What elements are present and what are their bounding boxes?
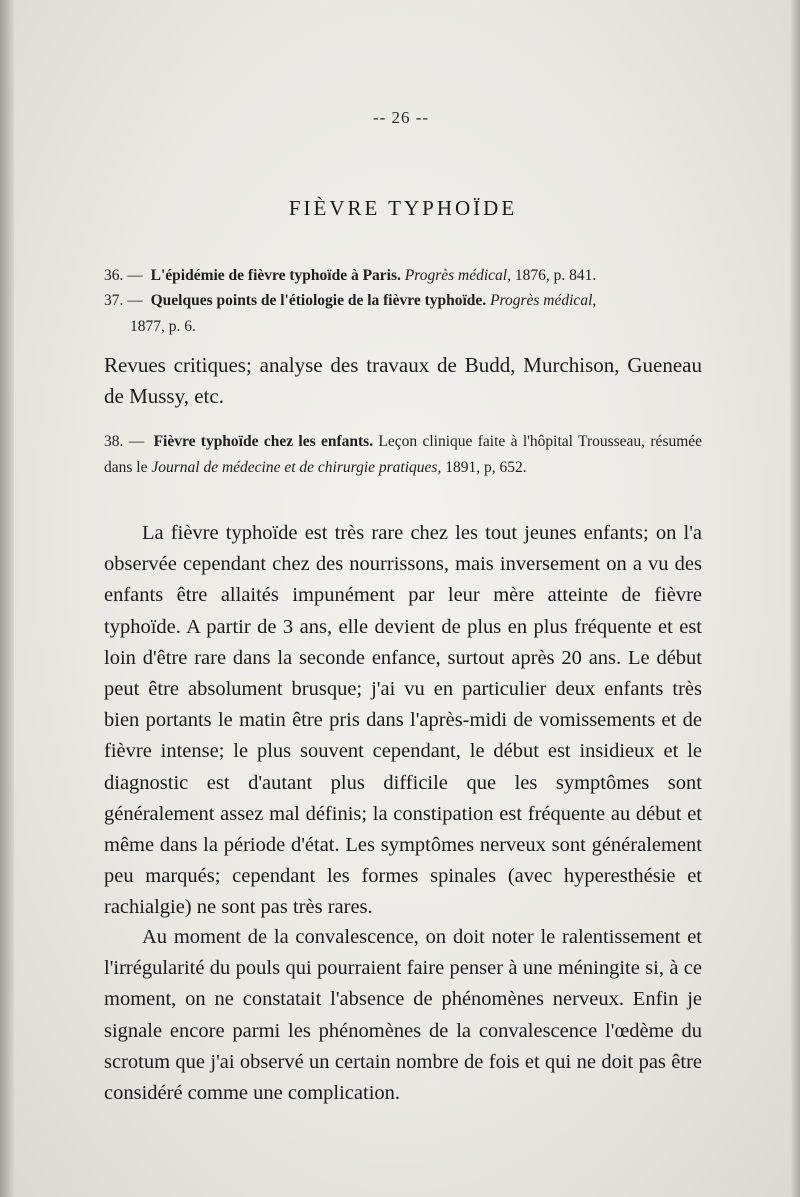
page-number: -- 26 -- <box>372 108 430 127</box>
reference-37 <box>104 288 702 340</box>
reference-source: Journal de médecine et de chirurgie pratiques, <box>151 459 442 476</box>
reference-tail: 1877, p. 6. <box>130 318 196 335</box>
page-edge-left <box>0 0 14 1197</box>
reference-title: L'épidémie de fièvre typhoïde à Paris. <box>150 267 401 284</box>
reference-37-note: Revues critiques; analyse des travaux de Budd, Murchison, Gueneau de Mussy, etc. <box>104 353 702 408</box>
reference-tail: 1876, p. 841. <box>514 267 597 284</box>
reference-number: 36. — <box>104 267 143 284</box>
reference-36 <box>104 263 702 289</box>
reference-source: Progrès médical, <box>404 267 511 284</box>
body-paragraph-1: La fièvre typhoïde est très rare chez les tout jeunes enfants; on l'a observée cependant chez des nourrissons, mais inversement on a vu des enfants être allaités impunément par leur mère atteinte de fièvre typhoïde. A partir de 3 ans, elle devient de plus en plus fréquente et est loin d'être rare dans la seconde enfance, surtout après 20 ans. Le début peut être absolument brusque; j'ai vu en particulier deux enfants très bien portants le matin être pris dans l'après-midi de vomissements et de fièvre intense; le plus souvent cependant, le début est insidieux et le diagnostic est d'autant plus difficile que les symptômes sont généralement assez mal définis; la constipation est fréquente au début et même dans la période d'état. Les symptômes nerveux sont généralement peu marqués; cependant les formes spinales (avec hyperesthésie et rachialgie) ne sont pas très rares. <box>104 522 702 919</box>
reference-source: Progrès médical, <box>490 292 597 309</box>
reference-title: Fièvre typhoïde chez les enfants. <box>153 433 374 450</box>
reference-title: Quelques points de l'étiologie de la fièvre typhoïde. <box>150 292 487 309</box>
reference-38 <box>104 429 702 481</box>
reference-tail: 1891, p, 652. <box>445 459 527 476</box>
reference-text: Leçon clinique faite à l'hôpital Trousseau, résumée dans le <box>104 433 703 476</box>
reference-number: 38. — <box>104 433 145 450</box>
page-edge-right <box>790 0 800 1197</box>
reference-number: 37. — <box>104 292 143 309</box>
section-title: FIÈVRE TYPHOÏDE <box>288 196 518 220</box>
body-paragraph-2: Au moment de la convalescence, on doit noter le ralentissement et l'irrégularité du pouls qui pourraient faire penser à une méningite si, à ce moment, on ne constatait l'absence de phénomènes nerveux. Enfin je signale encore parmi les phénomènes de la convalescence l'œdème du scrotum que j'ai observé un certain nombre de fois et qui ne doit pas être considéré comme une complication. <box>104 926 702 1105</box>
